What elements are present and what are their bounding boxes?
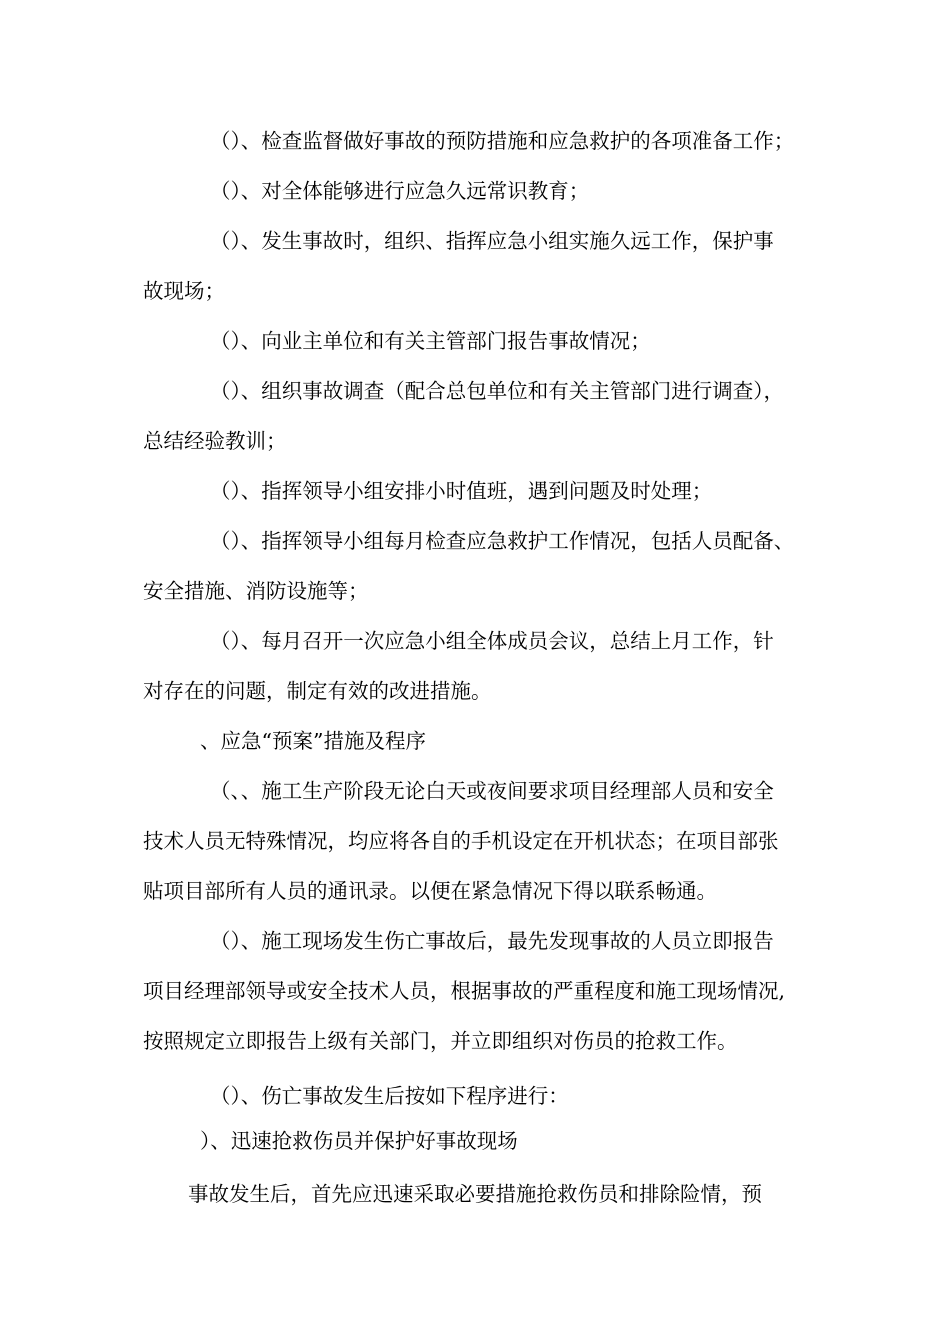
paragraph-7-line-1: （）、指挥领导小组每月检查应急救护工作情况，包括人员配备、 bbox=[210, 529, 795, 553]
paragraph-8-line-1: （）、每月召开一次应急小组全体成员会议，总结上月工作，针 bbox=[210, 629, 774, 653]
paragraph-11-line-3: 按照规定立即报告上级有关部门，并立即组织对伤员的抢救工作。 bbox=[143, 1029, 738, 1053]
paragraph-11-line-2: 项目经理部领导或安全技术人员，根据事故的严重程度和施工现场情况, bbox=[143, 979, 786, 1003]
paragraph-10-line-1: （、、施工生产阶段无论白天或夜间要求项目经理部人员和安全 bbox=[210, 779, 774, 803]
paragraph-10-line-2: 技术人员无特殊情况，均应将各自的手机设定在开机状态；在项目部张 bbox=[143, 829, 779, 853]
paragraph-12-line-1: （）、伤亡事故发生后按如下程序进行： bbox=[210, 1084, 569, 1108]
paragraph-10-line-3: 贴项目部所有人员的通讯录。以便在紧急情况下得以联系畅通。 bbox=[143, 879, 717, 903]
paragraph-14-line-1: 事故发生后，首先应迅速采取必要措施抢救伤员和排除险情，预 bbox=[188, 1182, 762, 1206]
paragraph-3-line-1: （）、发生事故时，组织、指挥应急小组实施久远工作，保护事 bbox=[210, 229, 774, 253]
section-heading: 、应急“预案”措施及程序 bbox=[200, 729, 426, 753]
paragraph-7-line-2: 安全措施、消防设施等； bbox=[143, 579, 369, 603]
paragraph-3-line-2: 故现场； bbox=[143, 279, 225, 303]
paragraph-13-line-1: ）、迅速抢救伤员并保护好事故现场 bbox=[200, 1129, 518, 1153]
paragraph-1-line-1: （）、检查监督做好事故的预防措施和应急救护的各项准备工作； bbox=[210, 129, 795, 153]
paragraph-6-line-1: （）、指挥领导小组安排小时值班，遇到问题及时处理； bbox=[210, 479, 713, 503]
paragraph-4-line-1: （）、向业主单位和有关主管部门报告事故情况； bbox=[210, 329, 651, 353]
paragraph-11-line-1: （）、施工现场发生伤亡事故后，最先发现事故的人员立即报告 bbox=[210, 929, 774, 953]
paragraph-5-line-2: 总结经验教训； bbox=[143, 429, 287, 453]
paragraph-5-line-1: （）、组织事故调查（配合总包单位和有关主管部门进行调查）， bbox=[210, 379, 784, 403]
paragraph-8-line-2: 对存在的问题，制定有效的改进措施。 bbox=[143, 679, 492, 703]
paragraph-2-line-1: （）、对全体能够进行应急久远常识教育； bbox=[210, 179, 590, 203]
